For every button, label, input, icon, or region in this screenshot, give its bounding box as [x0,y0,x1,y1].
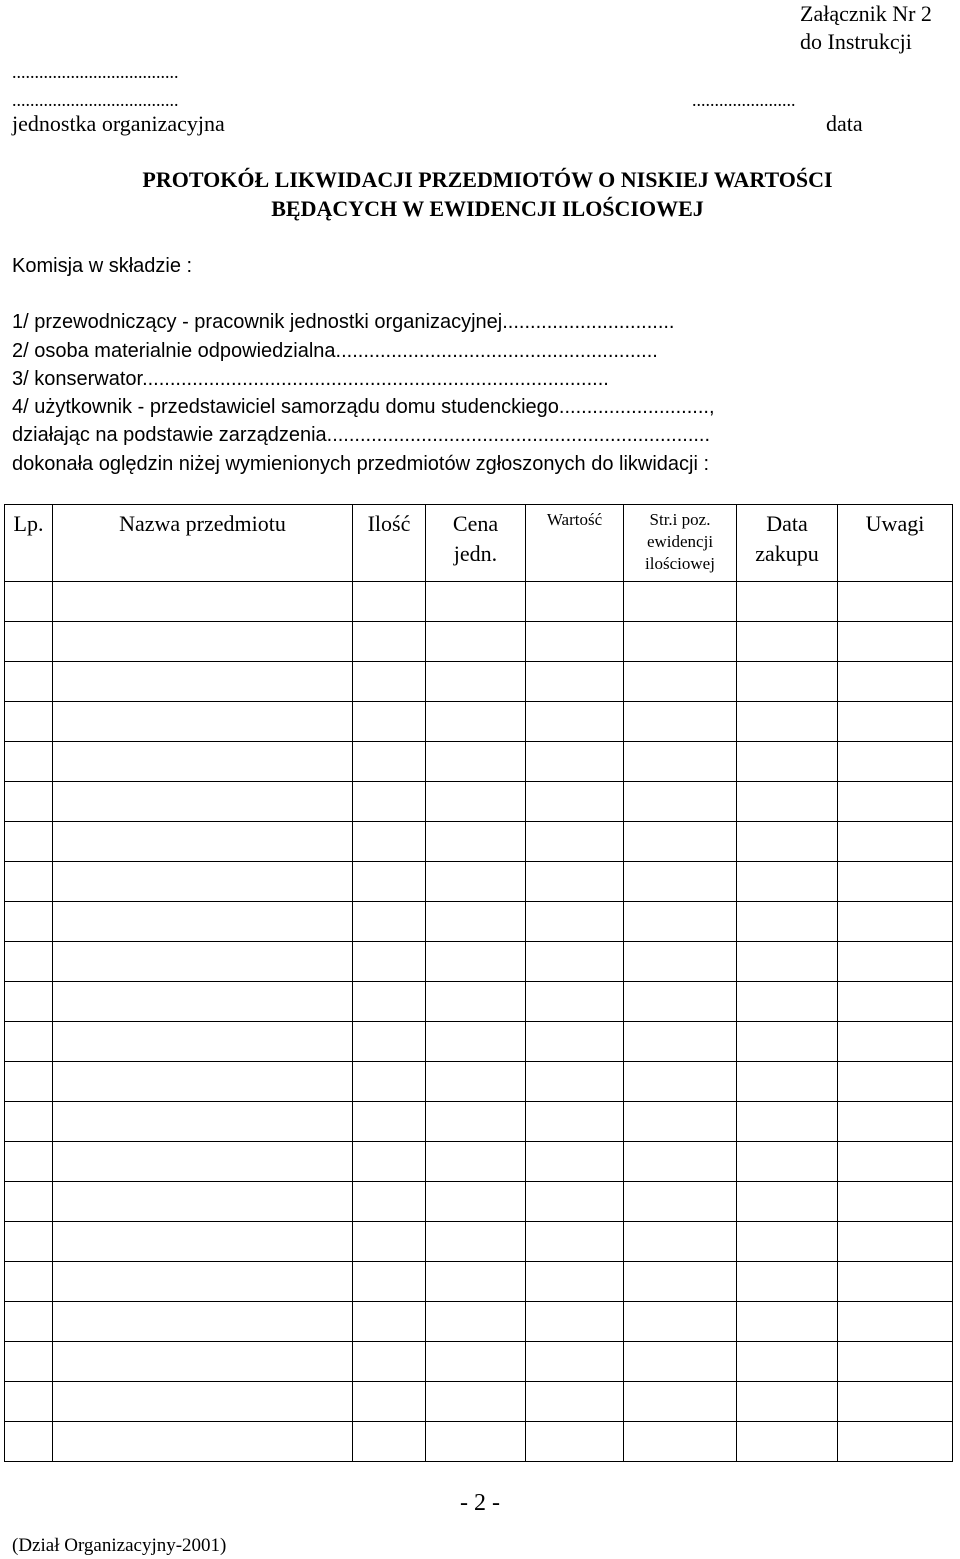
table-cell [737,1182,838,1222]
table-cell [53,822,353,862]
col-header-register-ref-line-3: ilościowej [645,554,715,573]
col-header-lp: Lp. [5,505,53,582]
items-table [4,504,953,1462]
table-cell [737,742,838,782]
commission-member-user: 4/ użytkownik - przedstawiciel samorządu domu studenckiego..........................., [12,396,715,418]
document-title-line-2: BĘDĄCYCH W EWIDENCJI ILOŚCIOWEJ [271,196,704,221]
table-cell [5,622,53,662]
table-cell [353,902,426,942]
table-cell [5,1302,53,1342]
document-title-line-1: PROTOKÓŁ LIKWIDACJI PRZEDMIOTÓW O NISKIEJ WARTOŚCI [142,167,833,192]
table-cell [624,742,737,782]
table-cell [526,1022,624,1062]
table-cell [53,782,353,822]
table-cell [426,1302,526,1342]
table-cell [624,942,737,982]
table-cell [426,742,526,782]
table-cell [353,662,426,702]
table-cell [5,1142,53,1182]
table-cell [426,1182,526,1222]
table-cell [526,662,624,702]
table-cell [426,862,526,902]
table-cell [53,1182,353,1222]
table-cell [737,1062,838,1102]
table-cell [737,1262,838,1302]
table-cell [426,902,526,942]
table-cell [426,1102,526,1142]
table-row [5,1262,953,1302]
col-header-unit-price-line-1: Cena [452,511,499,536]
col-header-notes: Uwagi [838,505,953,582]
table-cell [5,1342,53,1382]
table-cell [5,862,53,902]
table-cell [353,702,426,742]
table-row [5,1022,953,1062]
table-cell [5,942,53,982]
page-number: - 2 - [460,1490,500,1516]
table-cell [53,1342,353,1382]
table-cell [624,582,737,622]
table-cell [426,942,526,982]
table-row [5,862,953,902]
table-cell [624,622,737,662]
table-cell [838,742,953,782]
table-cell [624,1262,737,1302]
table-cell [624,862,737,902]
table-row [5,822,953,862]
table-cell [737,1102,838,1142]
table-cell [5,582,53,622]
table-cell [737,1022,838,1062]
table-cell [624,782,737,822]
table-cell [737,822,838,862]
table-cell [5,742,53,782]
table-cell [737,1302,838,1342]
annex-line-1: Załącznik Nr 2 [800,1,932,26]
table-cell [838,582,953,622]
table-cell [737,702,838,742]
table-cell [353,982,426,1022]
table-cell [624,1222,737,1262]
col-header-register-ref-line-1: Str.i poz. [649,510,711,529]
table-cell [426,1022,526,1062]
table-cell [838,1382,953,1422]
table-cell [838,1222,953,1262]
table-cell [838,1022,953,1062]
table-cell [526,942,624,982]
commission-label: Komisja w składzie : [12,255,193,277]
table-cell [426,1382,526,1422]
col-header-value: Wartość [526,505,624,582]
commission-member-chairman: 1/ przewodniczący - pracownik jednostki organizacyjnej............................... [12,311,675,333]
table-cell [53,582,353,622]
table-cell [353,1142,426,1182]
table-cell [526,1422,624,1462]
date-dots: ....................... [692,90,796,110]
table-cell [5,982,53,1022]
table-cell [53,702,353,742]
table-cell [5,702,53,742]
table-row [5,1342,953,1382]
table-cell [426,1222,526,1262]
unit-dots-line-2: ..................................... [12,90,179,110]
unit-label: jednostka organizacyjna [12,111,225,136]
table-cell [526,622,624,662]
commission-member-conservator: 3/ konserwator.................................................................................... [12,368,609,390]
table-cell [624,822,737,862]
table-cell [838,1302,953,1342]
table-cell [838,622,953,662]
table-cell [526,1342,624,1382]
table-cell [353,1222,426,1262]
table-cell [53,942,353,982]
table-cell [624,662,737,702]
table-cell [53,1222,353,1262]
table-row [5,742,953,782]
table-cell [526,742,624,782]
table-cell [624,1422,737,1462]
table-cell [53,662,353,702]
table-cell [737,582,838,622]
col-header-purchase-date-line-2: zakupu [755,541,819,566]
table-row [5,1382,953,1422]
table-cell [737,1222,838,1262]
table-cell [53,982,353,1022]
table-cell [426,1342,526,1382]
table-row [5,1102,953,1142]
table-cell [838,902,953,942]
table-cell [624,982,737,1022]
annex-line-2: do Instrukcji [800,29,912,54]
table-cell [426,822,526,862]
table-cell [426,1062,526,1102]
table-cell [353,1302,426,1342]
table-cell [838,1062,953,1102]
date-label: data [826,111,863,136]
table-cell [53,1102,353,1142]
commission-member-responsible: 2/ osoba materialnie odpowiedzialna.......................................................... [12,340,658,362]
table-cell [353,942,426,982]
table-cell [353,1182,426,1222]
table-cell [838,782,953,822]
table-cell [53,1142,353,1182]
table-cell [5,1102,53,1142]
table-cell [53,902,353,942]
table-cell [526,1382,624,1422]
table-cell [526,702,624,742]
table-cell [526,1222,624,1262]
table-cell [838,862,953,902]
table-cell [353,1102,426,1142]
table-cell [5,1222,53,1262]
table-cell [737,1142,838,1182]
table-cell [737,782,838,822]
table-cell [353,822,426,862]
table-cell [624,1302,737,1342]
table-cell [353,1062,426,1102]
table-cell [5,662,53,702]
table-cell [5,822,53,862]
table-cell [526,982,624,1022]
table-cell [53,1422,353,1462]
footer-note: (Dział Organizacyjny-2001) [12,1535,227,1556]
table-cell [737,982,838,1022]
table-cell [624,1182,737,1222]
table-cell [353,1422,426,1462]
table-row [5,1222,953,1262]
table-cell [426,982,526,1022]
table-cell [526,1262,624,1302]
col-header-name: Nazwa przedmiotu [53,505,353,582]
table-cell [5,1022,53,1062]
col-header-unit-price-line-2: jedn. [453,541,498,566]
col-header-purchase-date [737,505,838,582]
col-header-register-ref-line-2: ewidencji [646,532,714,551]
table-cell [838,1102,953,1142]
table-cell [838,982,953,1022]
table-cell [624,1022,737,1062]
table-cell [426,1422,526,1462]
col-header-unit-price [426,505,526,582]
table-row [5,662,953,702]
table-cell [838,662,953,702]
table-cell [624,1382,737,1422]
table-cell [53,1262,353,1302]
table-cell [426,1142,526,1182]
table-cell [353,582,426,622]
table-cell [838,942,953,982]
table-row [5,982,953,1022]
table-cell [526,822,624,862]
table-cell [5,1182,53,1222]
table-cell [526,1302,624,1342]
table-row [5,702,953,742]
table-cell [838,1142,953,1182]
table-cell [838,1182,953,1222]
table-row [5,1182,953,1222]
table-cell [526,1062,624,1102]
table-cell [5,902,53,942]
table-cell [737,862,838,902]
table-cell [353,782,426,822]
table-cell [426,1262,526,1302]
table-cell [838,822,953,862]
table-cell [5,1422,53,1462]
table-cell [5,1382,53,1422]
table-cell [624,1142,737,1182]
table-body [5,582,953,1462]
table-cell [5,1262,53,1302]
table-row [5,942,953,982]
col-header-register-ref [624,505,737,582]
table-cell [353,862,426,902]
table-cell [737,662,838,702]
table-cell [624,1062,737,1102]
col-header-purchase-date-line-1: Data [766,511,808,536]
table-cell [526,782,624,822]
table-cell [624,702,737,742]
table-row [5,902,953,942]
table-cell [526,1182,624,1222]
table-row [5,1062,953,1102]
table-cell [737,1382,838,1422]
table-cell [53,1062,353,1102]
table-cell [426,582,526,622]
table-cell [353,1022,426,1062]
table-cell [838,702,953,742]
table-row [5,1302,953,1342]
col-header-qty: Ilość [353,505,426,582]
table-cell [737,902,838,942]
table-cell [624,1102,737,1142]
table-cell [526,1142,624,1182]
table-cell [5,1062,53,1102]
table-cell [53,742,353,782]
table-cell [426,662,526,702]
table-cell [426,702,526,742]
table-cell [53,622,353,662]
unit-dots-line-1: ..................................... [12,62,179,82]
table-cell [737,622,838,662]
table-cell [526,902,624,942]
table-cell [426,782,526,822]
table-cell [838,1422,953,1462]
table-row [5,782,953,822]
table-cell [353,1382,426,1422]
table-cell [353,1262,426,1302]
table-header-row [5,505,953,582]
table-cell [53,862,353,902]
table-cell [353,742,426,782]
table-cell [838,1342,953,1382]
table-cell [5,782,53,822]
table-row [5,1142,953,1182]
table-row [5,1422,953,1462]
table-cell [53,1022,353,1062]
table-cell [526,1102,624,1142]
table-cell [353,1342,426,1382]
table-cell [426,622,526,662]
table-cell [53,1382,353,1422]
table-cell [737,1422,838,1462]
table-row [5,582,953,622]
table-cell [737,942,838,982]
commission-basis: działając na podstawie zarządzenia..................................................................... [12,424,711,446]
table-cell [737,1342,838,1382]
table-cell [526,862,624,902]
table-cell [624,1342,737,1382]
table-cell [53,1302,353,1342]
table-cell [526,582,624,622]
commission-inspection-statement: dokonała oględzin niżej wymienionych przedmiotów zgłoszonych do likwidacji : [12,453,710,475]
table-cell [624,902,737,942]
table-cell [353,622,426,662]
table-cell [838,1262,953,1302]
table-row [5,622,953,662]
